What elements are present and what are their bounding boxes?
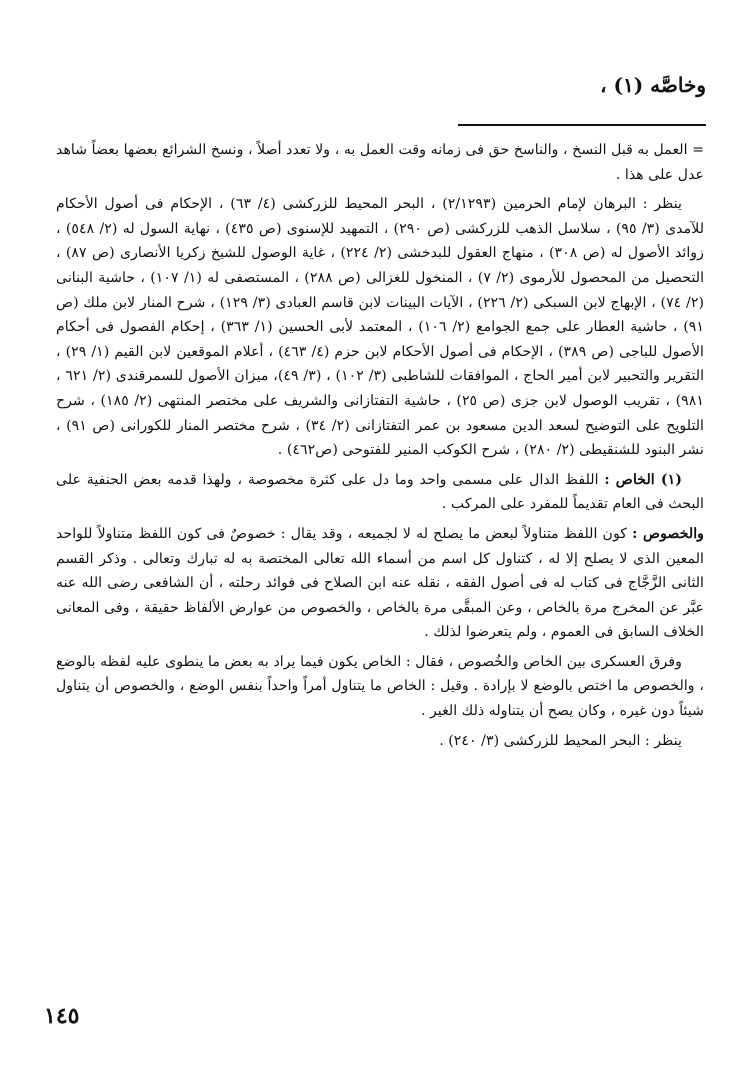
footnote-1 xyxy=(56,468,704,517)
footnote-1-label: (١) الخاص : xyxy=(604,471,682,488)
page-number: ١٤٥ xyxy=(44,1003,80,1029)
main-text-line: وخاصَّه (١) ، xyxy=(600,73,706,97)
footnotes-section xyxy=(56,138,704,758)
khusus-label: والخصوص : xyxy=(632,525,704,542)
askari-paragraph: وفرق العسكرى بين الخاص والخُصوص ، فقال : الخاص يكون فيما يراد به بعض ما ينطوى عليه لفظه بالوضع ، والخصوص ما اختص بالوضع لا بإرادة . وقيل : الخاص ما يتناول أمراً واحداً بنفس الوضع ، والخصوص أن يتناول شيئاً دون غيره ، وكان يصح أن يتناوله ذلك الغير . xyxy=(56,653,704,720)
footnote-continuation: = العمل به قبل النسخ ، والناسخ حق فى زمانه وقت العمل به ، ولا تعدد أصلاً ، ونسخ الشرائع بعضها بعضاً شاهد عدل على هذا . xyxy=(56,142,704,183)
references-paragraph: ينظر : البرهان لإمام الحرمين (٢/١٢٩٣) ، البحر المحيط للزركشى (٤/ ٦٣) ، الإحكام فى أصول الأحكام للآمدى (٣/ ٩٥) ، سلاسل الذهب للزركشى (ص ٢٩٠) ، التمهيد للإسنوى (ص ٤٣٥) ، نهاية السول له (٢/ ٥٤٨) ، زوائد الأصول له (ص ٣٠٨) ، منهاج العقول للبدخشى (٢/ ٢٢٤) ، غاية الوصول للشيخ زكريا الأنصارى (ص ٨٧) ، التحصيل من المحصول للأرموى (٢/ ٧) ، المنخول للغزالى (ص ٢٨٨) ، المستصفى له (١/ ١٠٧) ، حاشية البنانى (٢/ ٧٤) ، الإبهاج لابن السبكى (٢/ ٢٢٦) ، الآيات البينات لابن قاسم العبادى (٣/ ١٢٩) ، شرح المنار لابن ملك (ص ٩١) ، حاشية العطار على جمع الجوامع (٢/ ١٠٦) ، المعتمد لأبى الحسين (١/ ٣٦٣) ، إحكام الفصول فى أحكام الأصول للباجى (ص ٣٨٩) ، الإحكام فى أصول الأحكام لابن حزم (٤/ ٤٦٣) ، أعلام الموقعين لابن القيم (١/ ٢٩) ، التقرير والتحبير لابن أمير الحاج ، الموافقات للشاطبى (٣/ ١٠٢) ، (٣/ ٤٩)، ميزان الأصول للسمرقندى (٢/ ٦٢١ ، ٩٨١) ، تقريب الوصول لابن جزى (ص ٢٥) ، حاشية التفتازانى والشريف على مختصر المنتهى (٢/ ١٨٥) ، شرح التلويح على التوضيح لسعد الدين مسعود بن عمر التفتازانى (٢/ ٣٤) ، شرح مختصر المنار للكورانى (ص ٩١) ، نشر البنود للشنقيطى (٢/ ٢٨٠) ، شرح الكوكب المنير للفتوحى (ص٤٦٢) . xyxy=(56,196,705,459)
khusus-paragraph xyxy=(56,522,704,645)
final-reference: ينظر : البحر المحيط للزركشى (٣/ ٢٤٠) . xyxy=(439,732,682,749)
footnote-separator xyxy=(458,124,706,126)
footnote-1-text: اللفظ الدال على مسمى واحد وما دل على كثرة مخصوصة ، ولهذا قدمه بعض الحنفية على البحث فى العام تقديماً للمفرد على المركب . xyxy=(56,471,704,513)
khusus-text: كون اللفظ متناولاً لبعض ما يصلح له لا لجميعه ، وقد يقال : خصوصٌ فى كون اللفظ متناولاً للواحد المعين الذى لا يصلح إلا له ، كتناول كل اسم من أسماء الله تعالى المختصة به له تبارك وتعالى . وذكر القسم الثانى الزَّجَّاج فى كتاب له فى أصول الفقه ، نقله عنه ابن الصلاح فى فوائد رحلته ، أن الشافعى رضى الله عنه عبَّر عن المخرج مرة بالخاص ، وعن المبقَّى مرة بالخاص ، والخصوص من عوارض الألفاظ حقيقة ، وفى المعانى الخلاف السابق فى العموم ، ولم يتعرضوا لذلك . xyxy=(56,525,704,641)
